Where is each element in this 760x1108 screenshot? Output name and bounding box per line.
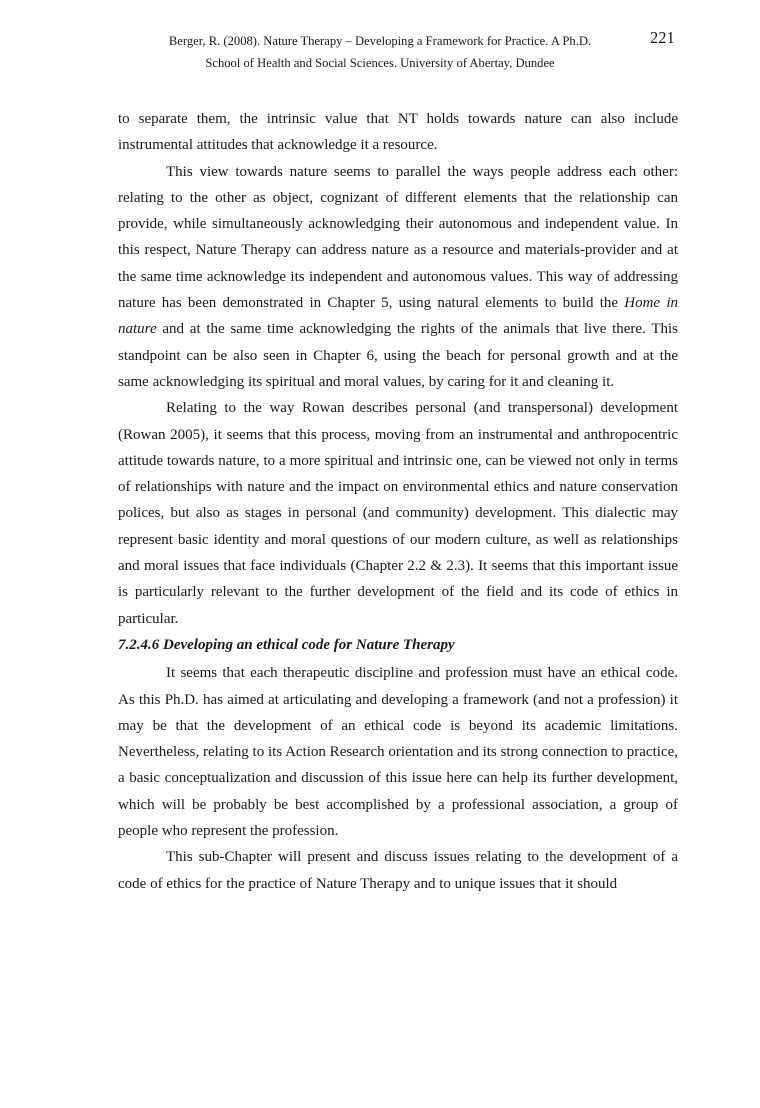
- paragraph-view-towards-nature: [118, 159, 678, 396]
- paragraph-continuation: to separate them, the intrinsic value that NT holds towards nature can also include instrumental attitudes that acknowledge it a resource.: [118, 111, 678, 154]
- header-citation: Berger, R. (2008). Nature Therapy – Developing a Framework for Practice. A Ph.D.: [168, 34, 592, 48]
- header-citation-line: [0, 30, 760, 52]
- paragraph-ethical-code: It seems that each therapeutic discipline and profession must have an ethical code. As this Ph.D. has aimed at articulating and developing a framework (and not a profession) it may be that the development of an ethical code is beyond its academic limitations. Nevertheless, relating to its Action Research orientation and its strong connection to practice, a basic conceptualization and discussion of this issue here can help its further development, which will be probably be best accomplished by a professional association, a group of people who represent the profession.: [118, 665, 678, 840]
- paragraph-sub-chapter: This sub-Chapter will present and discuss issues relating to the development of a code of ethics for the practice of Nature Therapy and to unique issues that it should: [118, 849, 678, 892]
- section-heading: 7.2.4.6 Developing an ethical code for Nature Therapy: [118, 636, 455, 653]
- body-text: [118, 106, 678, 897]
- page-number: 221: [650, 28, 675, 47]
- running-header: [0, 30, 760, 74]
- paragraph-rowan-development: Relating to the way Rowan describes personal (and transpersonal) development (Rowan 2005), it seems that this process, moving from an instrumental and anthropocentric attitude towards nature, to a more spiritual and intrinsic one, can be viewed not only in terms of relationships with nature and the impact on environmental ethics and nature conservation polices, but also as stages in personal (and community) development. This dialectic may represent basic identity and moral questions of our modern culture, as well as relationships and moral issues that face individuals (Chapter 2.2 & 2.3). It seems that this important issue is particularly relevant to the further development of the field and its code of ethics in particular.: [118, 400, 678, 627]
- paragraph-text: This view towards nature seems to parallel the ways people address each other: relating to the other as object, cognizant of different elements that the relationship can provide, while simultaneously acknowledging their autonomous and independent value. In this respect, Nature Therapy can address nature as a resource and materials-provider and at the same time acknowledge its independent and autonomous values. This way of addressing nature has been demonstrated in Chapter 5, using natural elements to build the: [118, 163, 678, 312]
- paragraph-text: and at the same time acknowledging the rights of the animals that live there. This standpoint can be also seen in Chapter 6, using the beach for personal growth and at the same acknowledging its spiritual and moral values, by caring for it and cleaning it.: [118, 321, 678, 390]
- italic-term: Home in nature: [118, 295, 678, 338]
- header-institution: School of Health and Social Sciences. University of Abertay, Dundee: [205, 56, 555, 70]
